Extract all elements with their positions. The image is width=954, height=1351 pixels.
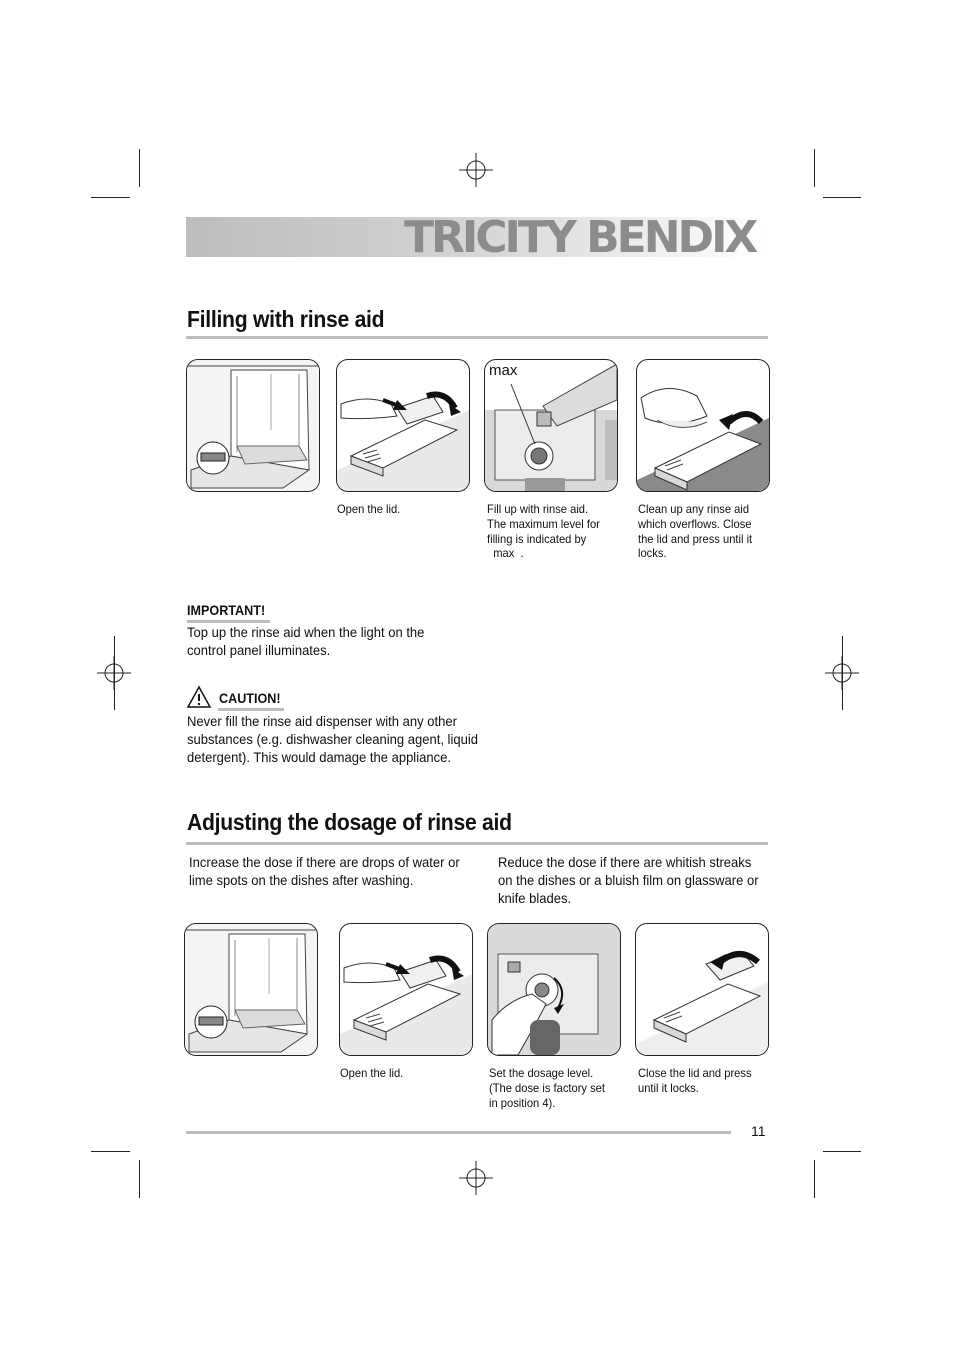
illustration-open-lid [336, 359, 470, 492]
illustration-close-lid [635, 923, 769, 1056]
section-title-adjusting: Adjusting the dosage of rinse aid [187, 809, 512, 835]
reduce-dose-text: Reduce the dose if there are whitish streaks on the dishes or a bluish film on glassware or knife blades. [498, 854, 759, 906]
registration-mark-icon [459, 153, 493, 187]
section-rule [186, 336, 768, 339]
illustration-dishwasher-open [186, 359, 320, 492]
illustration-clean-close [636, 359, 770, 492]
crop-mark [91, 1151, 130, 1152]
caution-text: Never fill the rinse aid dispenser with any other substances (e.g. dishwasher cleaning agent, liquid detergent). This would damage the appliance. [187, 713, 478, 765]
caption-clean-up: Clean up any rinse aid which overflows. Close the lid and press until it locks. [638, 502, 753, 561]
max-label: max [489, 362, 518, 379]
caption-set-dosage: Set the dosage level. (The dose is factory set in position 4). [489, 1066, 605, 1110]
important-text: Top up the rinse aid when the light on the control panel illuminates. [187, 624, 425, 658]
illustration-open-lid-2 [339, 923, 473, 1056]
brand-logo: TRICITY BENDIX [404, 212, 756, 263]
caution-underline [218, 708, 284, 711]
caption-open-lid: Open the lid. [337, 502, 401, 516]
crop-mark [823, 1151, 861, 1152]
registration-mark-icon [459, 1161, 493, 1195]
crop-mark [91, 197, 130, 198]
crop-mark [814, 149, 815, 187]
crop-mark [823, 197, 861, 198]
caption-open-lid-2: Open the lid. [340, 1066, 404, 1080]
caption-fill-up: Fill up with rinse aid. The maximum level for filling is indicated by max . [487, 502, 600, 561]
crop-mark [114, 636, 115, 710]
increase-dose-text: Increase the dose if there are drops of water or lime spots on the dishes after washing. [189, 854, 460, 888]
illustration-set-dosage [487, 923, 621, 1056]
crop-mark [139, 1160, 140, 1198]
footer-rule [186, 1131, 731, 1134]
caution-label: CAUTION! [219, 690, 281, 706]
illustration-fill-rinse-aid [484, 359, 618, 492]
caption-close-lid: Close the lid and press until it locks. [638, 1066, 752, 1095]
warning-triangle-icon [186, 685, 212, 709]
crop-mark [842, 636, 843, 710]
section-title-filling: Filling with rinse aid [187, 306, 385, 332]
important-label: IMPORTANT! [187, 602, 266, 618]
page-number: 11 [751, 1123, 766, 1139]
crop-mark [139, 149, 140, 187]
illustration-dishwasher-open-2 [184, 923, 318, 1056]
section-rule [186, 842, 768, 845]
crop-mark [814, 1160, 815, 1198]
